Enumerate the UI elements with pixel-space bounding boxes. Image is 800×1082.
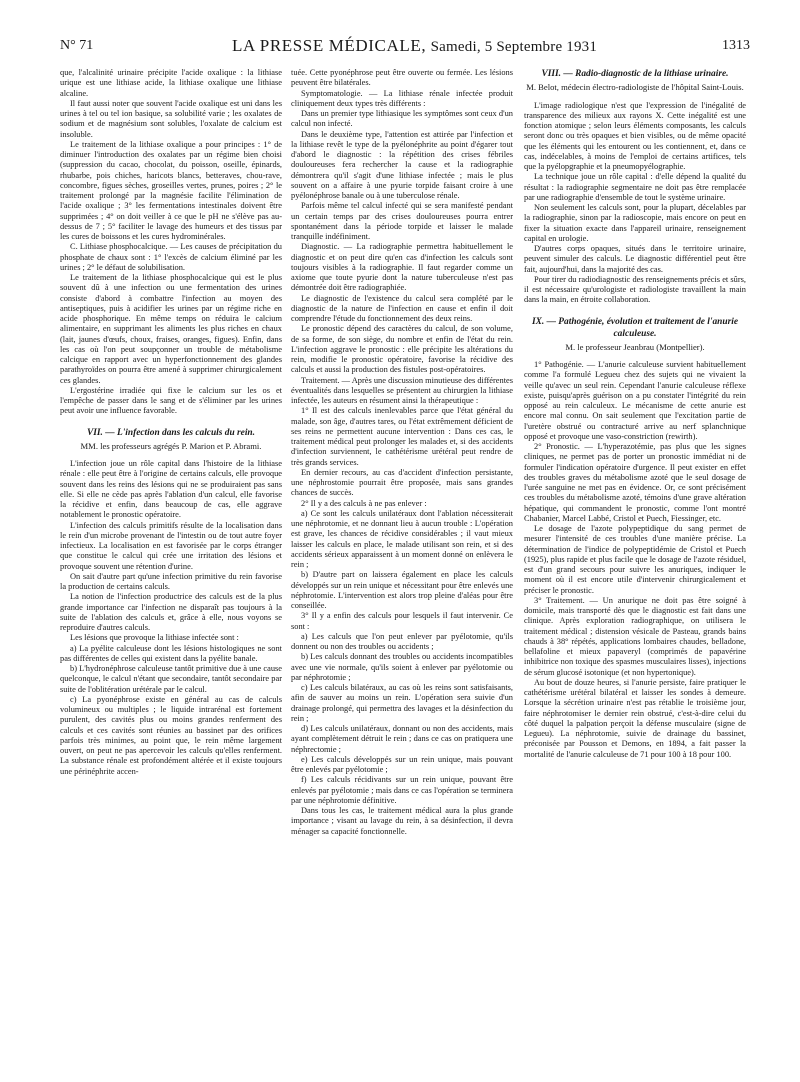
paragraph: L'infection joue un rôle capital dans l'histoire de la lithiase rénale : elle peut être à l'origine de certains calculs, elle provoque souvent dans les reins des lésions qui ne se produiraient pas sans elle. Si elle ne cède pas après l'ablation d'un calcul, elle favorise la récidive et enfin, dans beaucoup de cas, elle aggrave notablement le pronostic opératoire. <box>60 459 282 520</box>
paragraph: Le pronostic dépend des caractères du calcul, de son volume, de sa forme, de son siège, du nombre et enfin de l'état du rein. L'infection aggrave le pronostic : elle précipite les altérations du rein, modifie le pronostic opératoire, favorise la récidive des calculs et aussi la production des fistules post-opératoires. <box>291 324 513 375</box>
column-3 <box>524 68 746 760</box>
column-1 <box>60 68 282 777</box>
paragraph: La notion de l'infection productrice des calculs est de la plus grande importance car l'infection ne disparaît pas toujours à la suite de l'ablation des calculs et, grâce à elle, nous voyons se reproduire d'autres calculs. <box>60 592 282 632</box>
section-heading: VIII. — Radio-diagnostic de la lithiase urinaire. <box>541 69 729 79</box>
paragraph: Dans tous les cas, le traitement médical aura la plus grande importance ; visant au lavage du rein, à sa désinfection, il devra ménager sa capacité fonctionnelle. <box>291 806 513 836</box>
paragraph: Le dosage de l'azote polypeptidique du sang permet de mesurer l'intensité de ces troubles d'une manière précise. La détermination de l'indice de polypeptidémie de Cristol et Puech (1925), plus rapide et plus facile que le dosage de l'azote résiduel, est d'un grand secours pour suivre les anuriques, indiquer le moment où il est encore utile d'intervenir chirurgicalement et préciser le pronostic. <box>524 524 746 595</box>
journal-title: LA PRESSE MÉDICALE, <box>232 36 427 55</box>
paragraph: f) Les calculs récidivants sur un rein unique, pouvant être enlevés par pyélotomie ; mais dans ce cas l'opération se terminera par une néphrotomie définitive. <box>291 775 513 805</box>
paragraph: En dernier recours, au cas d'accident d'infection persistante, une néphrostomie pourrait être proposée, mais sans grandes chances de succès. <box>291 467 513 498</box>
section-authors: M. Belot, médecin électro-radiologiste de l'hôpital Saint-Louis. <box>526 82 744 92</box>
paragraph: L'image radiologique n'est que l'expression de l'inégalité de transparence des milieux aux rayons X. Cette inégalité est une fonction atomique ; selon leurs éléments composants, les calculs seront donc ou très opaques et bien visibles, ou de même opacité que les éléments qui les entourent ou les contiennent, et, dans ce cas, indécelables, à moins de l'emploi de certains artifices, tels que la pyélopgraphie et la pneumopyélographie. <box>524 100 746 171</box>
paragraph: La technique joue un rôle capital : d'elle dépend la qualité du résultat : la radiographie segmentaire ne doit pas être remplacée par une radiographie d'ensemble de tout le système urinaire. <box>524 172 746 202</box>
paragraph: b) D'autre part on laissera également en place les calculs développés sur un rein unique et nécessitant pour être enlevés une néphrotomie. L'intervention est alors trop pleine d'aléas pour être conseillée. <box>291 570 513 610</box>
section-heading: VII. — L'infection dans les calculs du rein. <box>87 427 255 438</box>
paragraph: Dans le deuxième type, l'attention est attirée par l'infection et la lithiase revêt le type de la pyélonéphrite au point d'égarer tout d'abord le diagnostic : la répétition des crises fébriles douloureuses fera rechercher la cause et la radiographie démontrera qu'il s'agit d'une lithiase infectée ; mais le plus souvent on a affaire à une pyurie torpide faisant croire à une pyélonéphrose banale ou à une tuberculose rénale. <box>291 129 513 200</box>
paragraph: Symptomatologie. — La lithiase rénale infectée produit cliniquement deux types très différents : <box>291 88 513 108</box>
paragraph: 3° Il y a enfin des calculs pour lesquels il faut intervenir. Ce sont : <box>291 611 513 631</box>
paragraph: Le traitement de la lithiase phosphocalcique qui est le plus souvent dû à une infection ou une fermentation des urines consiste d'abord à combattre l'infection au moyen des antiseptiques, puis à acidifier les urines par un régime riche en acide phosphorique. En même temps on réduira le calcium alimentaire, en supprimant les aliments les plus riches en chaux (lait, jaunes d'œufs, choux, fraises, oranges, figues). Enfin, dans les cas où l'on peut soupçonner un trouble de métabolisme calcique en rapport avec un hyperfonctionnement des glandes parathyroïdes on pourra être amené à supprimer chirurgicalement ces glandes. <box>60 273 282 385</box>
paragraph: Pour tirer du radiodiagnostic des renseignements précis et sûrs, il est nécessaire qu'urologiste et radiologiste travaillent la main dans la main, en étroite collaboration. <box>524 274 746 305</box>
paragraph: D'autres corps opaques, situés dans le territoire urinaire, peuvent simuler des calculs. Le diagnostic différentiel peut être fait, aujourd'hui, dans la majorité des cas. <box>524 244 746 274</box>
issue-date: Samedi, 5 Septembre 1931 <box>430 39 598 55</box>
paragraph: a) La pyélite calculeuse dont les lésions histologiques ne sont pas différentes de celles qui existent dans la pyélite banale. <box>60 643 282 663</box>
paragraph: tuée. Cette pyonéphrose peut être ouverte ou fermée. Les lésions peuvent être bilatérales. <box>291 68 513 88</box>
issue-number: N° 71 <box>60 38 94 53</box>
paragraph: C. Lithiase phosphocalcique. — Les causes de précipitation du phosphate de chaux sont : 1° l'excès de calcium éliminé par les urines ; 2° le défaut de solubilisation. <box>60 242 282 272</box>
paragraph: 2° Il y a des calculs à ne pas enlever : <box>301 498 427 508</box>
paragraph: L'ergostérine irradiée qui fixe le calcium sur les os et l'empêche de passer dans le sang et de s'éliminer par les urines peut avoir une influence favorable. <box>60 385 282 416</box>
page-header <box>60 36 750 58</box>
paragraph: 1° Pathogénie. — L'anurie calculeuse survient habituellement comme l'a formulé Legueu chez des sujets qui ne vivaient la veille qu'avec un seul rein. Cependant l'anurie calculeuse réflexe existe, puisqu'après guérison on a pu constater l'intégrité du rein opposé au rein calculeux. Le mécanisme de cette anurie est encore mal connu. On sait seulement que l'excitation partie de l'uretère obstrué ou contracturé arrive au nerf splanchnique opposé et provoque une vaso-constriction (rewirth). <box>524 360 746 441</box>
paragraph: Dans un premier type lithiasique les symptômes sont ceux d'un calcul non infecté. <box>291 109 513 129</box>
paragraph: Il faut aussi noter que souvent l'acide oxalique est uni dans les urines à tel ou tel ion basique, sa solubilité varie ; les oxalates de sodium et de magnésium sont solubles, l'oxalate de calcium est insoluble. <box>60 98 282 139</box>
paragraph: a) Les calculs que l'on peut enlever par pyélotomie, qu'ils donnent ou non des troubles ou accidents ; <box>291 631 513 651</box>
paragraph: 1° Il est des calculs inenlevables parce que l'état général du malade, son âge, d'autres tares, ou l'état extrêmement déficient de ses reins ne permettent aucune intervention : Dans ces cas, le traitement médical peut prolonger les malades et, si des accidents d'infection surviennent, le cathétérisme urétéral peut rendre de très grands services. <box>291 406 513 467</box>
paragraph: Traitement. — Après une discussion minutieuse des différentes éventualités dans lesquelles se présentent au chirurgien la lithiase infectée, les auteurs en résument ainsi la thérapeutique : <box>291 375 513 405</box>
column-2 <box>291 68 513 837</box>
page-number: 1313 <box>722 38 750 53</box>
journal-title-line <box>232 36 597 56</box>
paragraph: e) Les calculs développés sur un rein unique, mais pouvant être enlevés par pyélotomie ; <box>291 754 513 774</box>
paragraph: On sait d'autre part qu'une infection primitive du rein favorise la production de certains calculs. <box>60 571 282 591</box>
paragraph: 2° Pronostic. — L'hyperazotémie, pas plus que les signes cliniques, ne permet pas de porter un pronostic immédiat ni de formuler l'indication opératoire d'urgence. Il peut exister en effet des troubles graves du métabolisme azoté que le seul dosage de l'urée sanguine ne met pas en évidence. Or, ce sont précisément ces troubles du métabolisme azoté, témoins d'une grave altération hépatique, qui commandent le pronostic, comme l'ont montré Chabanier, Marcel Labbé, Cristol et Puech, Fiessinger, etc. <box>524 442 746 523</box>
section-authors: M. le professeur Jeanbrau (Montpellier). <box>565 341 705 352</box>
paragraph: Le diagnostic de l'existence du calcul sera complété par le diagnostic de la nature de l'infection en cause et enfin il doit comprendre l'étude du fonctionnement des deux reins. <box>291 293 513 323</box>
paragraph: a) Ce sont les calculs unilatéraux dont l'ablation nécessiterait une néphrotomie, et ne donnant lieu à aucun trouble : L'opération est grave, les chances de récidive considérables ; il vaut mieux laisser les calculs en place, le malade utilisant son rein, et si des accidents sérieux apparaissent à un moment donné on enlèvera le rein ; <box>291 508 513 569</box>
paragraph: c) La pyonéphrose existe en général au cas de calculs volumineux ou multiples ; le liquide intrarénal est fortement purulent, des cavités plus ou moins grandes renferment des calculs et ces cavités sont réunies au bassinet par des orifices parfois très minimes, au point que, le rein même largement ouvert, on peut ne pas apercevoir les calculs qu'elles renferment. La substance rénale est profondément altérée et il existe toujours une périnéphrite accen- <box>60 694 282 776</box>
paragraph: b) L'hydronéphrose calculeuse tantôt primitive due à une cause quelconque, le calcul n'étant que secondaire, tantôt secondaire par suite de l'oblitération urétérale par le calcul. <box>60 664 282 694</box>
paragraph: Parfois même tel calcul infecté qui se sera manifesté pendant un certain temps par des crises douloureuses pourra entrer spontanément dans la période torpide et laisser le malade tranquille indéfiniment. <box>291 201 513 241</box>
paragraph: que, l'alcalinité urinaire précipite l'acide oxalique : la lithiase urique est une lithiase acide, la lithiase oxalique une lithiase alcaline. <box>60 68 282 98</box>
paragraph: Les lésions que provoque la lithiase infectée sont : <box>70 633 239 643</box>
paragraph: 3° Traitement. — Un anurique ne doit pas être soigné à domicile, mais transporté dès que le diagnostic est fait dans une clinique. Après exploration radiographique, on utilisera le traitement médical ; distension vésicale de Pasteau, grands bains chauds à 38° répétés, applications lombaires chaudes, belladone, bellafoline et mieux papaveryl (comprimés de papavérine inhibitrice non toxique des spasmes musculaires lisses), injections de sérum glucosé isotonique (et non hypertonique). <box>524 595 746 677</box>
paragraph: Diagnostic. — La radiographie permettra habituellement le diagnostic et on peut dire qu'en cas d'infection les calculs sont toujours visibles à la radiographie. Il faut regarder comme un axiome que toute pyurie dont la nature tuberculeuse n'est pas démontrée doit être radiographiée. <box>291 242 513 293</box>
paragraph: Le traitement de la lithiase oxalique a pour principes : 1° de diminuer l'introduction des oxalates par un régime bien choisi (suppression du cacao, chocolat, du poisson, oseille, épinards, rhubarbe, pois chiches, haricots blancs, betteraves, chou-rave, concombre, figues sèches, groseilles vertes, prunes, poires ; 2° le traitement prolongé par la magnésie facilite l'élimination de l'acide oxalique ; 3° les fermentations intestinales doivent être supprimées ; 4° on doit veiller à ce que le pH ne s'élève pas au-dessus de 7 ; 5° faciliter le lavage des humeurs et des tissus par les cures de boissons et les cures hydrominérales. <box>60 139 282 241</box>
paragraph: L'infection des calculs primitifs résulte de la localisation dans le rein d'un microbe provenant de l'intestin ou de tout autre foyer infectieux. La localisation en est favorisée par le corps étranger que constitue le calcul qui crée une irritation des lésions et provoque souvent une rétention d'urine. <box>60 520 282 571</box>
section-authors: MM. les professeurs agrégés P. Marion et P. Abrami. <box>80 440 262 451</box>
paragraph: c) Les calculs bilatéraux, au cas où les reins sont satisfaisants, afin de sauver au moins un rein. L'opération sera suivie d'un drainage prolongé, qui permettra des lavages et la désinfection du rein ; <box>291 683 513 723</box>
paragraph: b) Les calculs donnant des troubles ou accidents incompatibles avec une vie normale, qu'ils soient à enlever par pyélotomie ou par néphrotomie ; <box>291 652 513 682</box>
paragraph: Non seulement les calculs sont, pour la plupart, décelables par la radiographie, sinon par la radioscopie, mais encore on peut en fixer la situation exacte dans l'appareil urinaire, renseignement capital en urologie. <box>524 203 746 243</box>
paragraph: Au bout de douze heures, si l'anurie persiste, faire pratiquer le cathétérisme urétéral bilatéral et laisser les sondes à demeure. Lorsque la sécrétion urinaire n'est pas rétablie le troisième jour, faire néphrotomiser le dernier rein obstrué, c'est-à-dire celui du côté duquel la palpation perçoit la défense musculaire (signe de Legueu). La néphrotomie, suivie de drainage du bassinet, préconisée par Pousson et Demons, en 1894, a fait passer la mortalité de l'anurie calculeuse de 71 pour 100 à 18 pour 100. <box>524 677 746 759</box>
paragraph: d) Les calculs unilatéraux, donnant ou non des accidents, mais ayant complètement détruit le rein ; dans ce cas on pratiquera une néphrectomie ; <box>291 724 513 754</box>
section-heading: IX. — Pathogénie, évolution et traitement de l'anurie calculeuse. <box>532 316 738 339</box>
